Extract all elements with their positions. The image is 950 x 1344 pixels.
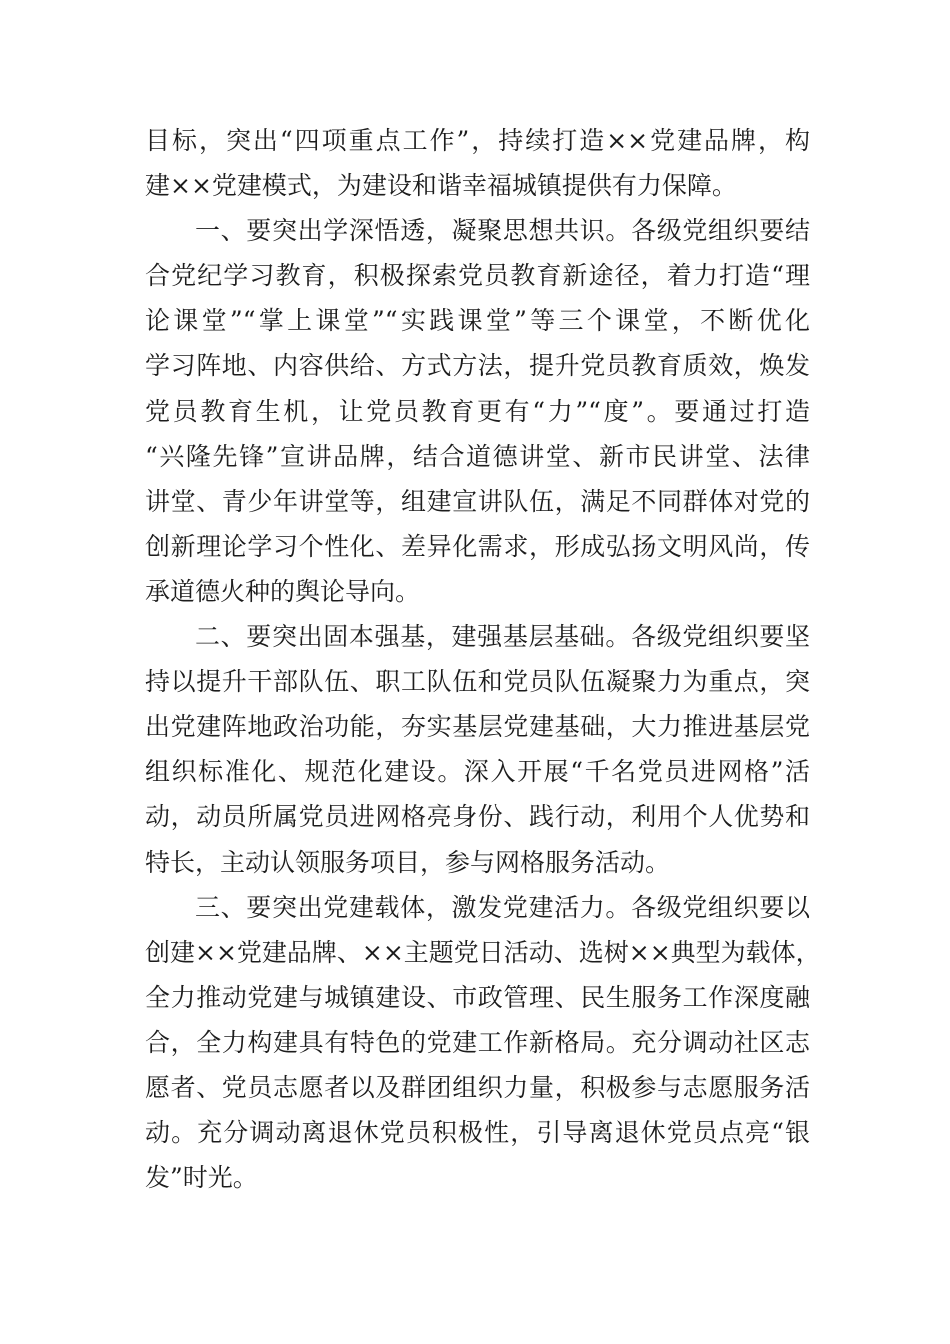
text-line: 目标，突出“四项重点工作”，持续打造××党建品牌，构 (145, 126, 810, 155)
text-line: “兴隆先锋”宣讲品牌，结合道德讲堂、新市民讲堂、法律 (145, 441, 810, 471)
text-line: 党员教育生机，让党员教育更有“力”“度”。要通过打造 (145, 396, 810, 426)
text-line: 动。充分调动离退休党员积极性，引导离退休党员点亮“银 (145, 1118, 810, 1148)
text-line: 持以提升干部队伍、职工队伍和党员队伍凝聚力为重点，突 (145, 667, 810, 697)
text-line: 发”时光。 (145, 1163, 258, 1193)
text-line: 创新理论学习个性化、差异化需求，形成弘扬文明风尚，传 (145, 531, 810, 561)
text-line: 创建××党建品牌、××主题党日活动、选树××典型为载体， (145, 937, 821, 967)
text-line: 一、要突出学深悟透，凝聚思想共识。各级党组织要结 (195, 216, 810, 246)
paragraph-point-one (145, 208, 810, 614)
text-line: 全力推动党建与城镇建设、市政管理、民生服务工作深度融 (145, 982, 810, 1012)
paragraph-point-three (145, 885, 821, 1201)
text-line: 特长，主动认领服务项目，参与网格服务活动。 (145, 847, 671, 877)
text-line: 动，动员所属党员进网格亮身份、践行动，利用个人优势和 (145, 802, 810, 832)
text-line: 合党纪学习教育，积极探索党员教育新途径，着力打造“理 (145, 261, 810, 291)
text-line: 三、要突出党建载体，激发党建活力。各级党组织要以 (195, 892, 810, 922)
text-line: 愿者、党员志愿者以及群团组织力量，积极参与志愿服务活 (145, 1072, 810, 1102)
text-line: 二、要突出固本强基，建强基层基础。各级党组织要坚 (195, 622, 810, 652)
paragraph-point-two (145, 614, 810, 885)
text-line: 组织标准化、规范化建设。深入开展“千名党员进网格”活 (145, 757, 810, 787)
text-line: 学习阵地、内容供给、方式方法，提升党员教育质效，焕发 (145, 351, 810, 381)
text-line: 合，全力构建具有特色的党建工作新格局。充分调动社区志 (145, 1027, 810, 1057)
text-line: 建××党建模式，为建设和谐幸福城镇提供有力保障。 (145, 171, 737, 201)
text-line: 承道德火种的舆论导向。 (145, 576, 421, 606)
document-body (145, 118, 821, 1200)
text-line: 论课堂”“掌上课堂”“实践课堂”等三个课堂，不断优化 (145, 306, 810, 336)
paragraph-intro-continuation (145, 118, 810, 208)
text-line: 讲堂、青少年讲堂等，组建宣讲队伍，满足不同群体对党的 (145, 486, 810, 516)
text-line: 出党建阵地政治功能，夯实基层党建基础，大力推进基层党 (145, 712, 810, 742)
